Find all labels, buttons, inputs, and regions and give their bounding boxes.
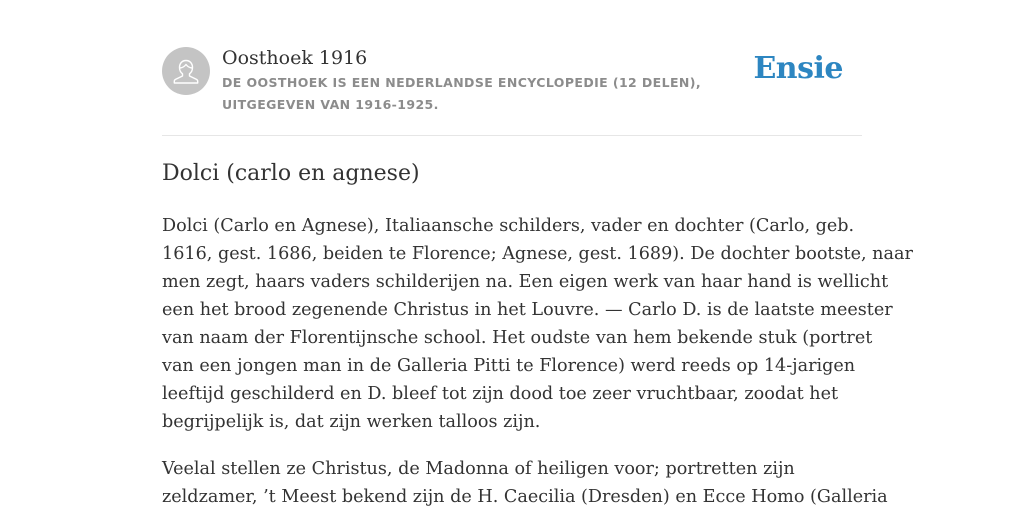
source-avatar[interactable]: [162, 47, 210, 95]
article-container: [162, 0, 913, 507]
article-title: Dolci (carlo en agnese): [162, 161, 420, 186]
text-line: leeftijd geschilderd en D. bleef tot zijn dood toe zeer vruchtbaar, zoodat het: [162, 384, 839, 404]
ensie-logo-link[interactable]: Ensie: [753, 51, 843, 86]
text-line: begrijpelijk is, dat zijn werken talloos zijn.: [162, 412, 541, 432]
source-header: [162, 0, 862, 136]
source-description: [222, 72, 762, 116]
article-paragraph: [162, 455, 888, 511]
source-description-line: VAN 1916-1925.: [320, 97, 439, 112]
text-line: Dolci (Carlo en Agnese), Italiaansche schilders, vader en dochter (Carlo, geb.: [162, 216, 855, 236]
source-description-line: DE OOSTHOEK IS EEN NEDERLANDSE ENCYCLOPEDIE (12 DELEN), UITGEGEVEN: [222, 75, 702, 112]
text-line: van naam der Florentijnsche school. Het oudste van hem bekende stuk (portret: [162, 328, 873, 348]
text-line: men zegt, haars vaders schilderijen na. Een eigen werk van haar hand is wellicht: [162, 272, 889, 292]
user-silhouette-icon: [162, 47, 210, 95]
text-line: Veelal stellen ze Christus, de Madonna of heiligen voor; portretten zijn: [162, 459, 795, 479]
text-line: van een jongen man in de Galleria Pitti te Florence) werd reeds op 14-jarigen: [162, 356, 856, 376]
article-body: [162, 212, 913, 512]
text-line: 1616, gest. 1686, beiden te Florence; Agnese, gest. 1689). De dochter bootste, naar: [162, 244, 913, 264]
source-title[interactable]: Oosthoek 1916: [222, 47, 368, 69]
article-paragraph: [162, 212, 913, 436]
text-line: zeldzamer, ’t Meest bekend zijn de H. Caecilia (Dresden) en Ecce Homo (Galleria: [162, 487, 888, 507]
text-line: een het brood zegenende Christus in het Louvre. — Carlo D. is de laatste meester: [162, 300, 893, 320]
